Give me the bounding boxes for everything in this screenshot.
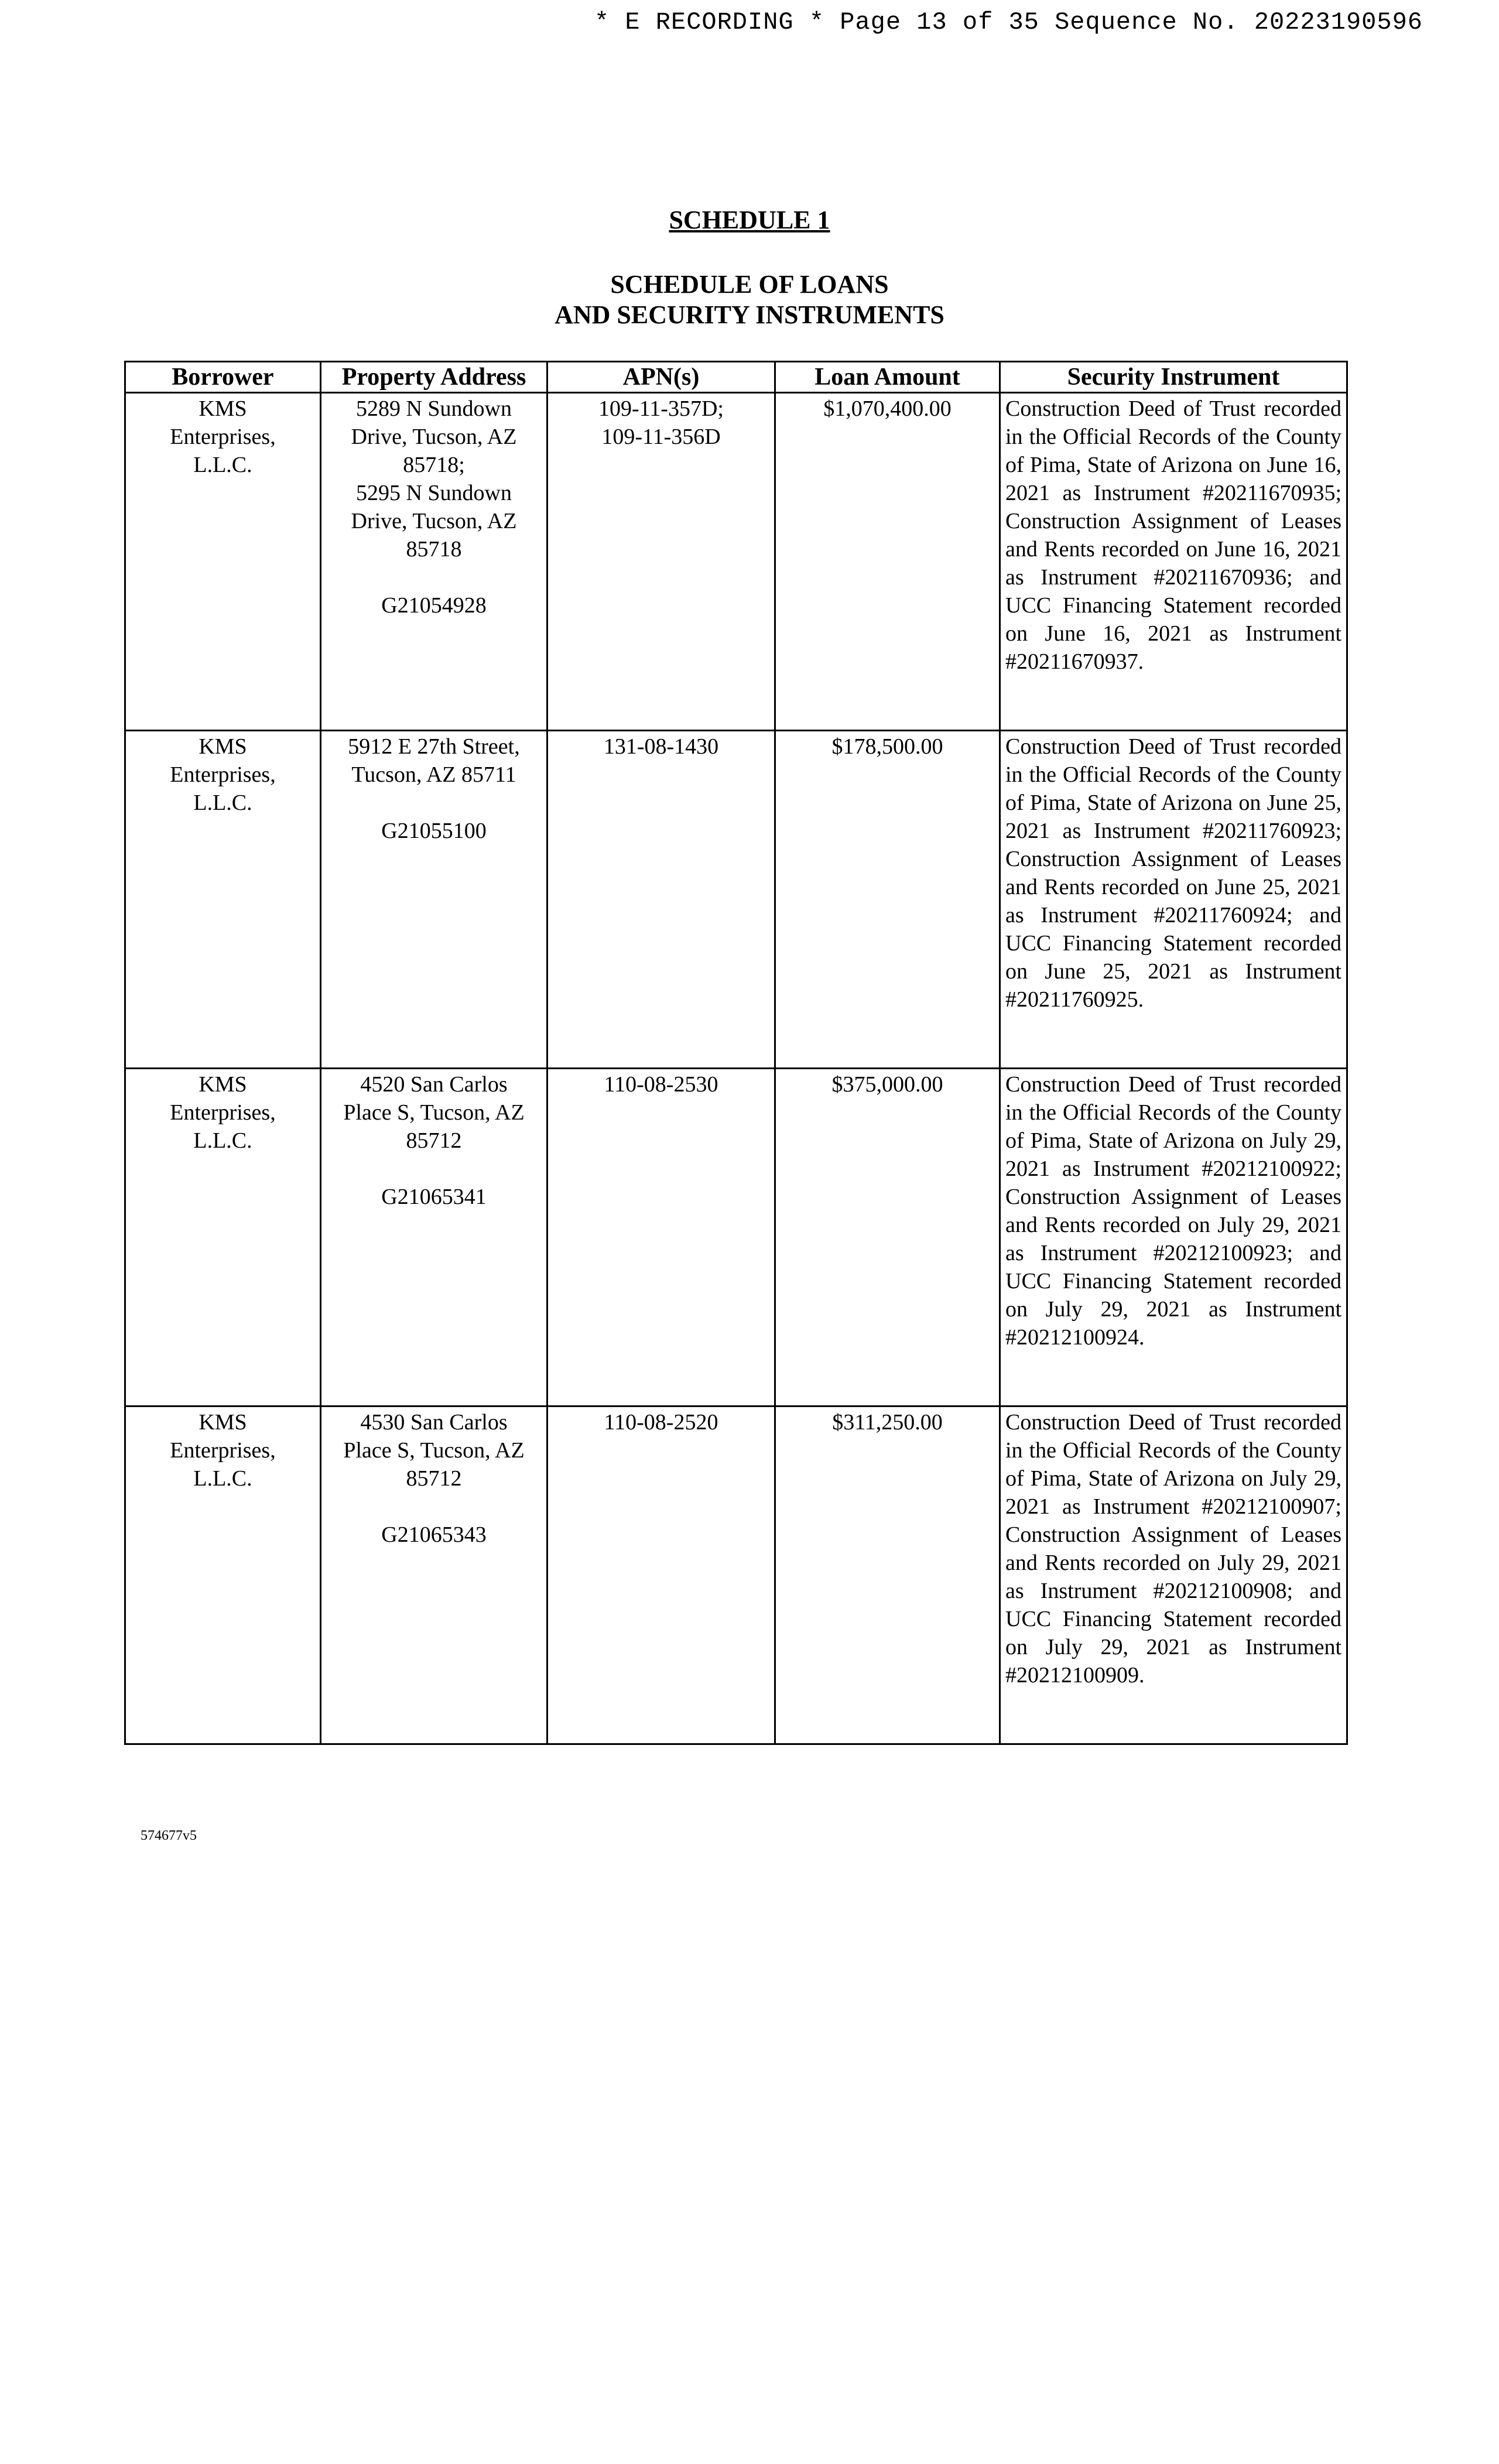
address-line: Place S, Tucson, AZ	[343, 1100, 525, 1125]
address-line: 5295 N Sundown	[355, 481, 512, 505]
address-line: Tucson, AZ 85711	[351, 762, 516, 787]
property-code: G21065341	[381, 1185, 487, 1209]
table-row	[125, 393, 1347, 731]
table-row	[125, 731, 1347, 1069]
property-code: G21065343	[381, 1522, 487, 1547]
address-line: 4530 San Carlos	[360, 1410, 508, 1435]
address-line: Drive, Tucson, AZ	[351, 425, 517, 449]
header-security-instrument: Security Instrument	[1000, 362, 1347, 393]
property-address-cell	[321, 393, 547, 731]
borrower-line: Enterprises,	[170, 425, 276, 449]
property-code: G21055100	[381, 819, 487, 843]
recording-header: * E RECORDING * Page 13 of 35 Sequence No. 20223190596	[594, 8, 1423, 36]
address-line: Place S, Tucson, AZ	[343, 1438, 525, 1463]
header-loan-amount: Loan Amount	[775, 362, 1000, 393]
borrower-line: L.L.C.	[193, 1128, 252, 1153]
address-line: 5912 E 27th Street,	[348, 734, 520, 759]
apn-line: 110-08-2530	[604, 1072, 718, 1097]
header-borrower: Borrower	[125, 362, 321, 393]
borrower-cell	[125, 1406, 321, 1744]
apn-cell	[547, 1069, 775, 1406]
security-instrument-cell: Construction Deed of Trust recorded in the Official Records of the County of Pima, State of Arizona on June 25, 2021 as Instrument #20211760923; Construction Assignment of Leases and Rents recorded on June 25, 2021 as Instrument #20211760924; and UCC Financing Statement recorded on June 25, 2021 as Instrument #20211760925.	[1000, 731, 1347, 1069]
property-address-cell	[321, 731, 547, 1069]
borrower-line: L.L.C.	[193, 1466, 252, 1491]
security-instrument-cell: Construction Deed of Trust recorded in the Official Records of the County of Pima, State of Arizona on July 29, 2021 as Instrument #20212100907; Construction Assignment of Leases and Rents recorded on July 29, 2021 as Instrument #20212100908; and UCC Financing Statement recorded on July 29, 2021 as Instrument #20212100909.	[1000, 1406, 1347, 1744]
address-line: Drive, Tucson, AZ	[351, 509, 517, 533]
borrower-line: Enterprises,	[170, 762, 276, 787]
loans-table	[124, 361, 1348, 1745]
security-instrument-cell: Construction Deed of Trust recorded in the Official Records of the County of Pima, State of Arizona on June 16, 2021 as Instrument #20211670935; Construction Assignment of Leases and Rents recorded on June 16, 2021 as Instrument #20211670936; and UCC Financing Statement recorded on June 16, 2021 as Instrument #20211670937.	[1000, 393, 1347, 731]
borrower-line: KMS	[199, 734, 247, 759]
document-id: 574677v5	[141, 1828, 197, 1843]
address-line: 85718	[406, 537, 462, 562]
borrower-line: KMS	[199, 1072, 247, 1097]
borrower-line: KMS	[199, 1410, 247, 1435]
schedule-title: SCHEDULE 1	[669, 206, 830, 234]
table-header-row	[125, 362, 1347, 393]
header-apns: APN(s)	[547, 362, 775, 393]
address-line: 85712	[406, 1128, 462, 1153]
security-instrument-cell: Construction Deed of Trust recorded in the Official Records of the County of Pima, State of Arizona on July 29, 2021 as Instrument #20212100922; Construction Assignment of Leases and Rents recorded on July 29, 2021 as Instrument #20212100923; and UCC Financing Statement recorded on July 29, 2021 as Instrument #20212100924.	[1000, 1069, 1347, 1406]
subtitle-line-2: AND SECURITY INSTRUMENTS	[555, 300, 944, 329]
apn-line: 109-11-357D;	[598, 396, 724, 421]
borrower-line: L.L.C.	[193, 790, 252, 815]
apn-cell	[547, 393, 775, 731]
borrower-line: Enterprises,	[170, 1438, 276, 1463]
apn-cell	[547, 1406, 775, 1744]
apn-cell	[547, 731, 775, 1069]
loan-amount-cell: $178,500.00	[775, 731, 1000, 1069]
address-line: 5289 N Sundown	[355, 396, 512, 421]
borrower-cell	[125, 731, 321, 1069]
address-line: 85712	[406, 1466, 462, 1491]
loan-amount-cell: $1,070,400.00	[775, 393, 1000, 731]
table-row	[125, 1406, 1347, 1744]
address-line: 85718;	[403, 453, 465, 477]
table-row	[125, 1069, 1347, 1406]
borrower-cell	[125, 1069, 321, 1406]
header-property-address: Property Address	[321, 362, 547, 393]
schedule-subtitle	[0, 269, 1499, 330]
loan-amount-cell: $375,000.00	[775, 1069, 1000, 1406]
property-address-cell	[321, 1406, 547, 1744]
subtitle-line-1: SCHEDULE OF LOANS	[610, 270, 889, 299]
address-line: 4520 San Carlos	[360, 1072, 508, 1097]
apn-line: 131-08-1430	[603, 734, 719, 759]
apn-line: 110-08-2520	[604, 1410, 718, 1435]
borrower-line: Enterprises,	[170, 1100, 276, 1125]
borrower-cell	[125, 393, 321, 731]
borrower-line: KMS	[199, 396, 247, 421]
loan-amount-cell: $311,250.00	[775, 1406, 1000, 1744]
apn-line: 109-11-356D	[601, 425, 721, 449]
property-address-cell	[321, 1069, 547, 1406]
property-code: G21054928	[381, 593, 487, 618]
borrower-line: L.L.C.	[193, 453, 252, 477]
